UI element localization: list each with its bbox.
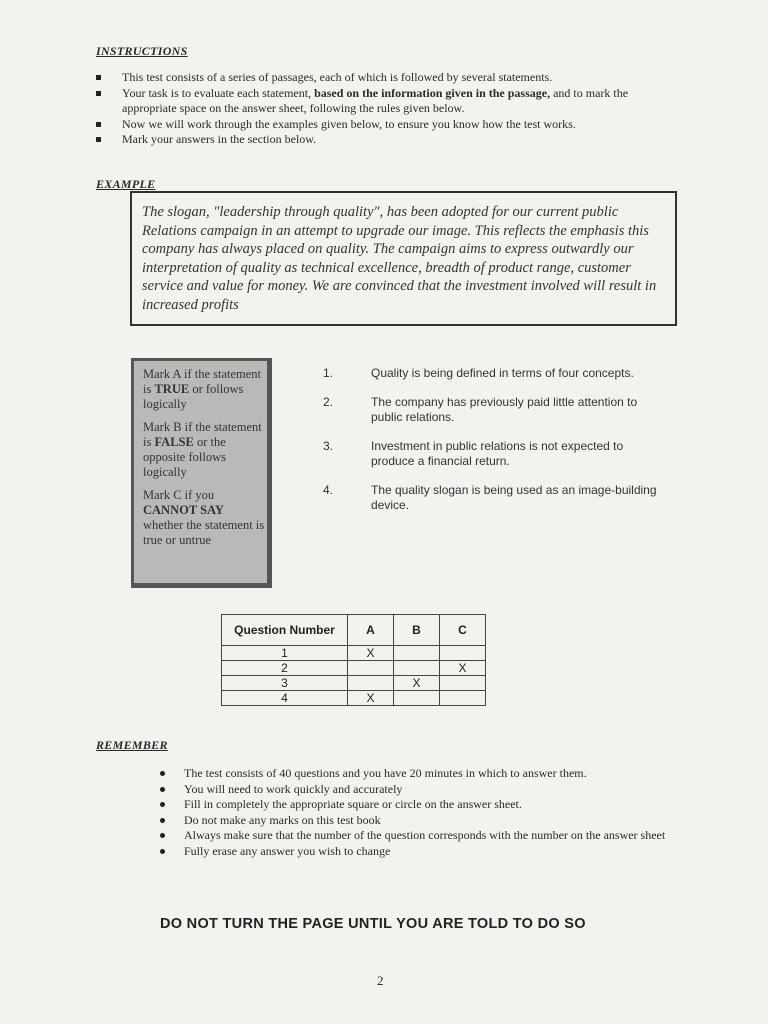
table-row: [222, 661, 486, 676]
table-cell: 4: [222, 691, 348, 706]
instructions-list: [96, 70, 666, 148]
table-cell: [348, 676, 394, 691]
header-a: A: [348, 615, 394, 646]
statement-number: 1.: [323, 366, 334, 380]
statement-text: The company has previously paid little attention to public relations.: [371, 395, 638, 424]
remember-item: The test consists of 40 questions and you have 20 minutes in which to answer them.: [158, 766, 678, 782]
table-row: [222, 691, 486, 706]
statement-item: [323, 366, 663, 381]
remember-heading: REMEMBER: [96, 738, 168, 752]
key-option-a: Mark A if the statement is TRUE or follows logically: [143, 367, 262, 411]
table-row: [222, 646, 486, 661]
example-heading: EXAMPLE: [96, 177, 156, 191]
statement-number: 3.: [323, 439, 334, 453]
instructions-heading: INSTRUCTIONS: [96, 44, 188, 58]
final-notice: DO NOT TURN THE PAGE UNTIL YOU ARE TOLD TO DO SO: [160, 916, 586, 932]
instruction-item: This test consists of a series of passages, each of which is followed by several statements.: [96, 70, 666, 86]
table-cell: X: [348, 691, 394, 706]
header-c: C: [440, 615, 486, 646]
table-cell: 2: [222, 661, 348, 676]
page-number: 2: [377, 973, 384, 988]
table-cell: 1: [222, 646, 348, 661]
statement-number: 4.: [323, 483, 334, 497]
table-cell: [440, 646, 486, 661]
table-cell: [440, 676, 486, 691]
table-cell: X: [440, 661, 486, 676]
remember-list: [158, 766, 678, 859]
table-cell: [394, 646, 440, 661]
example-passage: The slogan, "leadership through quality", has been adopted for our current public Relations campaign in an attempt to upgrade our image. This reflects the emphasis this company has always placed on quality. The campaign aims to express outwardly our interpretation of quality as technical excellence, breadth of product range, customer service and value for money. We are convinced that the investment involved will result in increased profits: [130, 191, 677, 326]
key-option-b: Mark B if the statement is FALSE or the opposite follows logically: [143, 420, 262, 479]
instruction-item: Now we will work through the examples given below, to ensure you know how the test works.: [96, 117, 666, 133]
remember-item: Always make sure that the number of the question corresponds with the number on the answer sheet: [158, 828, 678, 844]
remember-item: Do not make any marks on this test book: [158, 813, 678, 829]
statement-item: [323, 483, 663, 513]
instruction-item: Mark your answers in the section below.: [96, 132, 666, 148]
table-cell: X: [394, 676, 440, 691]
table-header-row: [222, 615, 486, 646]
table-cell: [348, 661, 394, 676]
table-cell: X: [348, 646, 394, 661]
statement-item: [323, 439, 663, 469]
table-cell: [394, 661, 440, 676]
header-question-number: Question Number: [222, 615, 348, 646]
example-statements: [323, 366, 663, 527]
statement-text: The quality slogan is being used as an image-building device.: [371, 483, 657, 512]
statement-text: Quality is being defined in terms of four concepts.: [371, 366, 634, 380]
statement-text: Investment in public relations is not expected to produce a financial return.: [371, 439, 624, 468]
remember-item: You will need to work quickly and accurately: [158, 782, 678, 798]
remember-item: Fully erase any answer you wish to change: [158, 844, 678, 860]
table-row: [222, 676, 486, 691]
example-answer-table: [221, 614, 486, 706]
header-b: B: [394, 615, 440, 646]
remember-item: Fill in completely the appropriate square or circle on the answer sheet.: [158, 797, 678, 813]
table-cell: [394, 691, 440, 706]
statement-item: [323, 395, 663, 425]
instruction-item: Your task is to evaluate each statement, based on the information given in the passage, and to mark the appropriate space on the answer sheet, following the rules given below.: [96, 86, 666, 117]
key-option-c: Mark C if you CANNOT SAY whether the statement is true or untrue: [143, 488, 265, 547]
table-cell: 3: [222, 676, 348, 691]
statement-number: 2.: [323, 395, 334, 409]
table-cell: [440, 691, 486, 706]
answer-key-box: [131, 358, 272, 588]
